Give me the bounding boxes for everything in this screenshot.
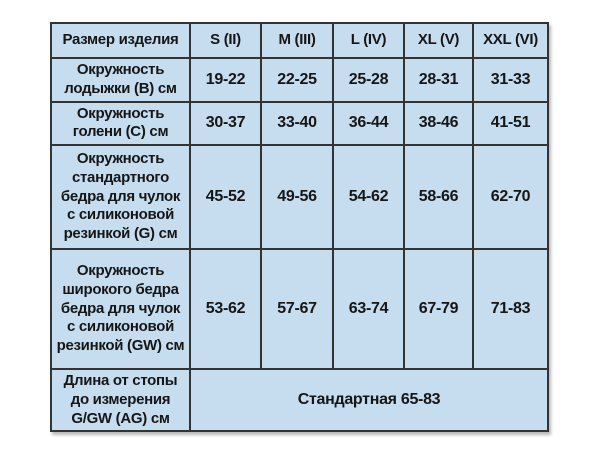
table-cell-merged: Стандартная 65-83 [190,369,548,431]
table-cell: 19-22 [190,58,261,102]
column-header-m: M (III) [261,23,333,58]
table-row-standard-thigh [51,145,548,249]
table-cell: 53-62 [190,249,261,369]
table-cell: 38-46 [404,102,473,146]
header-row [51,23,548,58]
column-header-size: Размер изделия [51,23,190,58]
table-cell: 67-79 [404,249,473,369]
table-row-foot-length [51,369,548,431]
row-label: Окружность широкого бедра бедра для чулок с силиконовой резинкой (GW) см [51,249,190,369]
table-cell: 49-56 [261,145,333,249]
table-cell: 58-66 [404,145,473,249]
row-label: Окружность стандартного бедра для чулок с силиконовой резинкой (G) см [51,145,190,249]
table-cell: 36-44 [333,102,404,146]
row-label: Окружность лодыжки (B) см [51,58,190,102]
table-row-ankle [51,58,548,102]
column-header-xxl: XXL (VI) [473,23,548,58]
table-cell: 63-74 [333,249,404,369]
table-cell: 71-83 [473,249,548,369]
table-cell: 41-51 [473,102,548,146]
column-header-l: L (IV) [333,23,404,58]
table-cell: 33-40 [261,102,333,146]
table-cell: 62-70 [473,145,548,249]
row-label: Длина от стопы до измерения G/GW (AG) см [51,369,190,431]
table-cell: 28-31 [404,58,473,102]
row-label: Окружность голени (C) см [51,102,190,146]
table-cell: 57-67 [261,249,333,369]
table-cell: 54-62 [333,145,404,249]
column-header-xl: XL (V) [404,23,473,58]
column-header-s: S (II) [190,23,261,58]
table-cell: 45-52 [190,145,261,249]
size-chart-table [50,22,549,432]
size-chart [50,22,549,432]
table-row-wide-thigh [51,249,548,369]
table-cell: 31-33 [473,58,548,102]
table-cell: 25-28 [333,58,404,102]
table-row-calf [51,102,548,146]
table-cell: 22-25 [261,58,333,102]
table-cell: 30-37 [190,102,261,146]
